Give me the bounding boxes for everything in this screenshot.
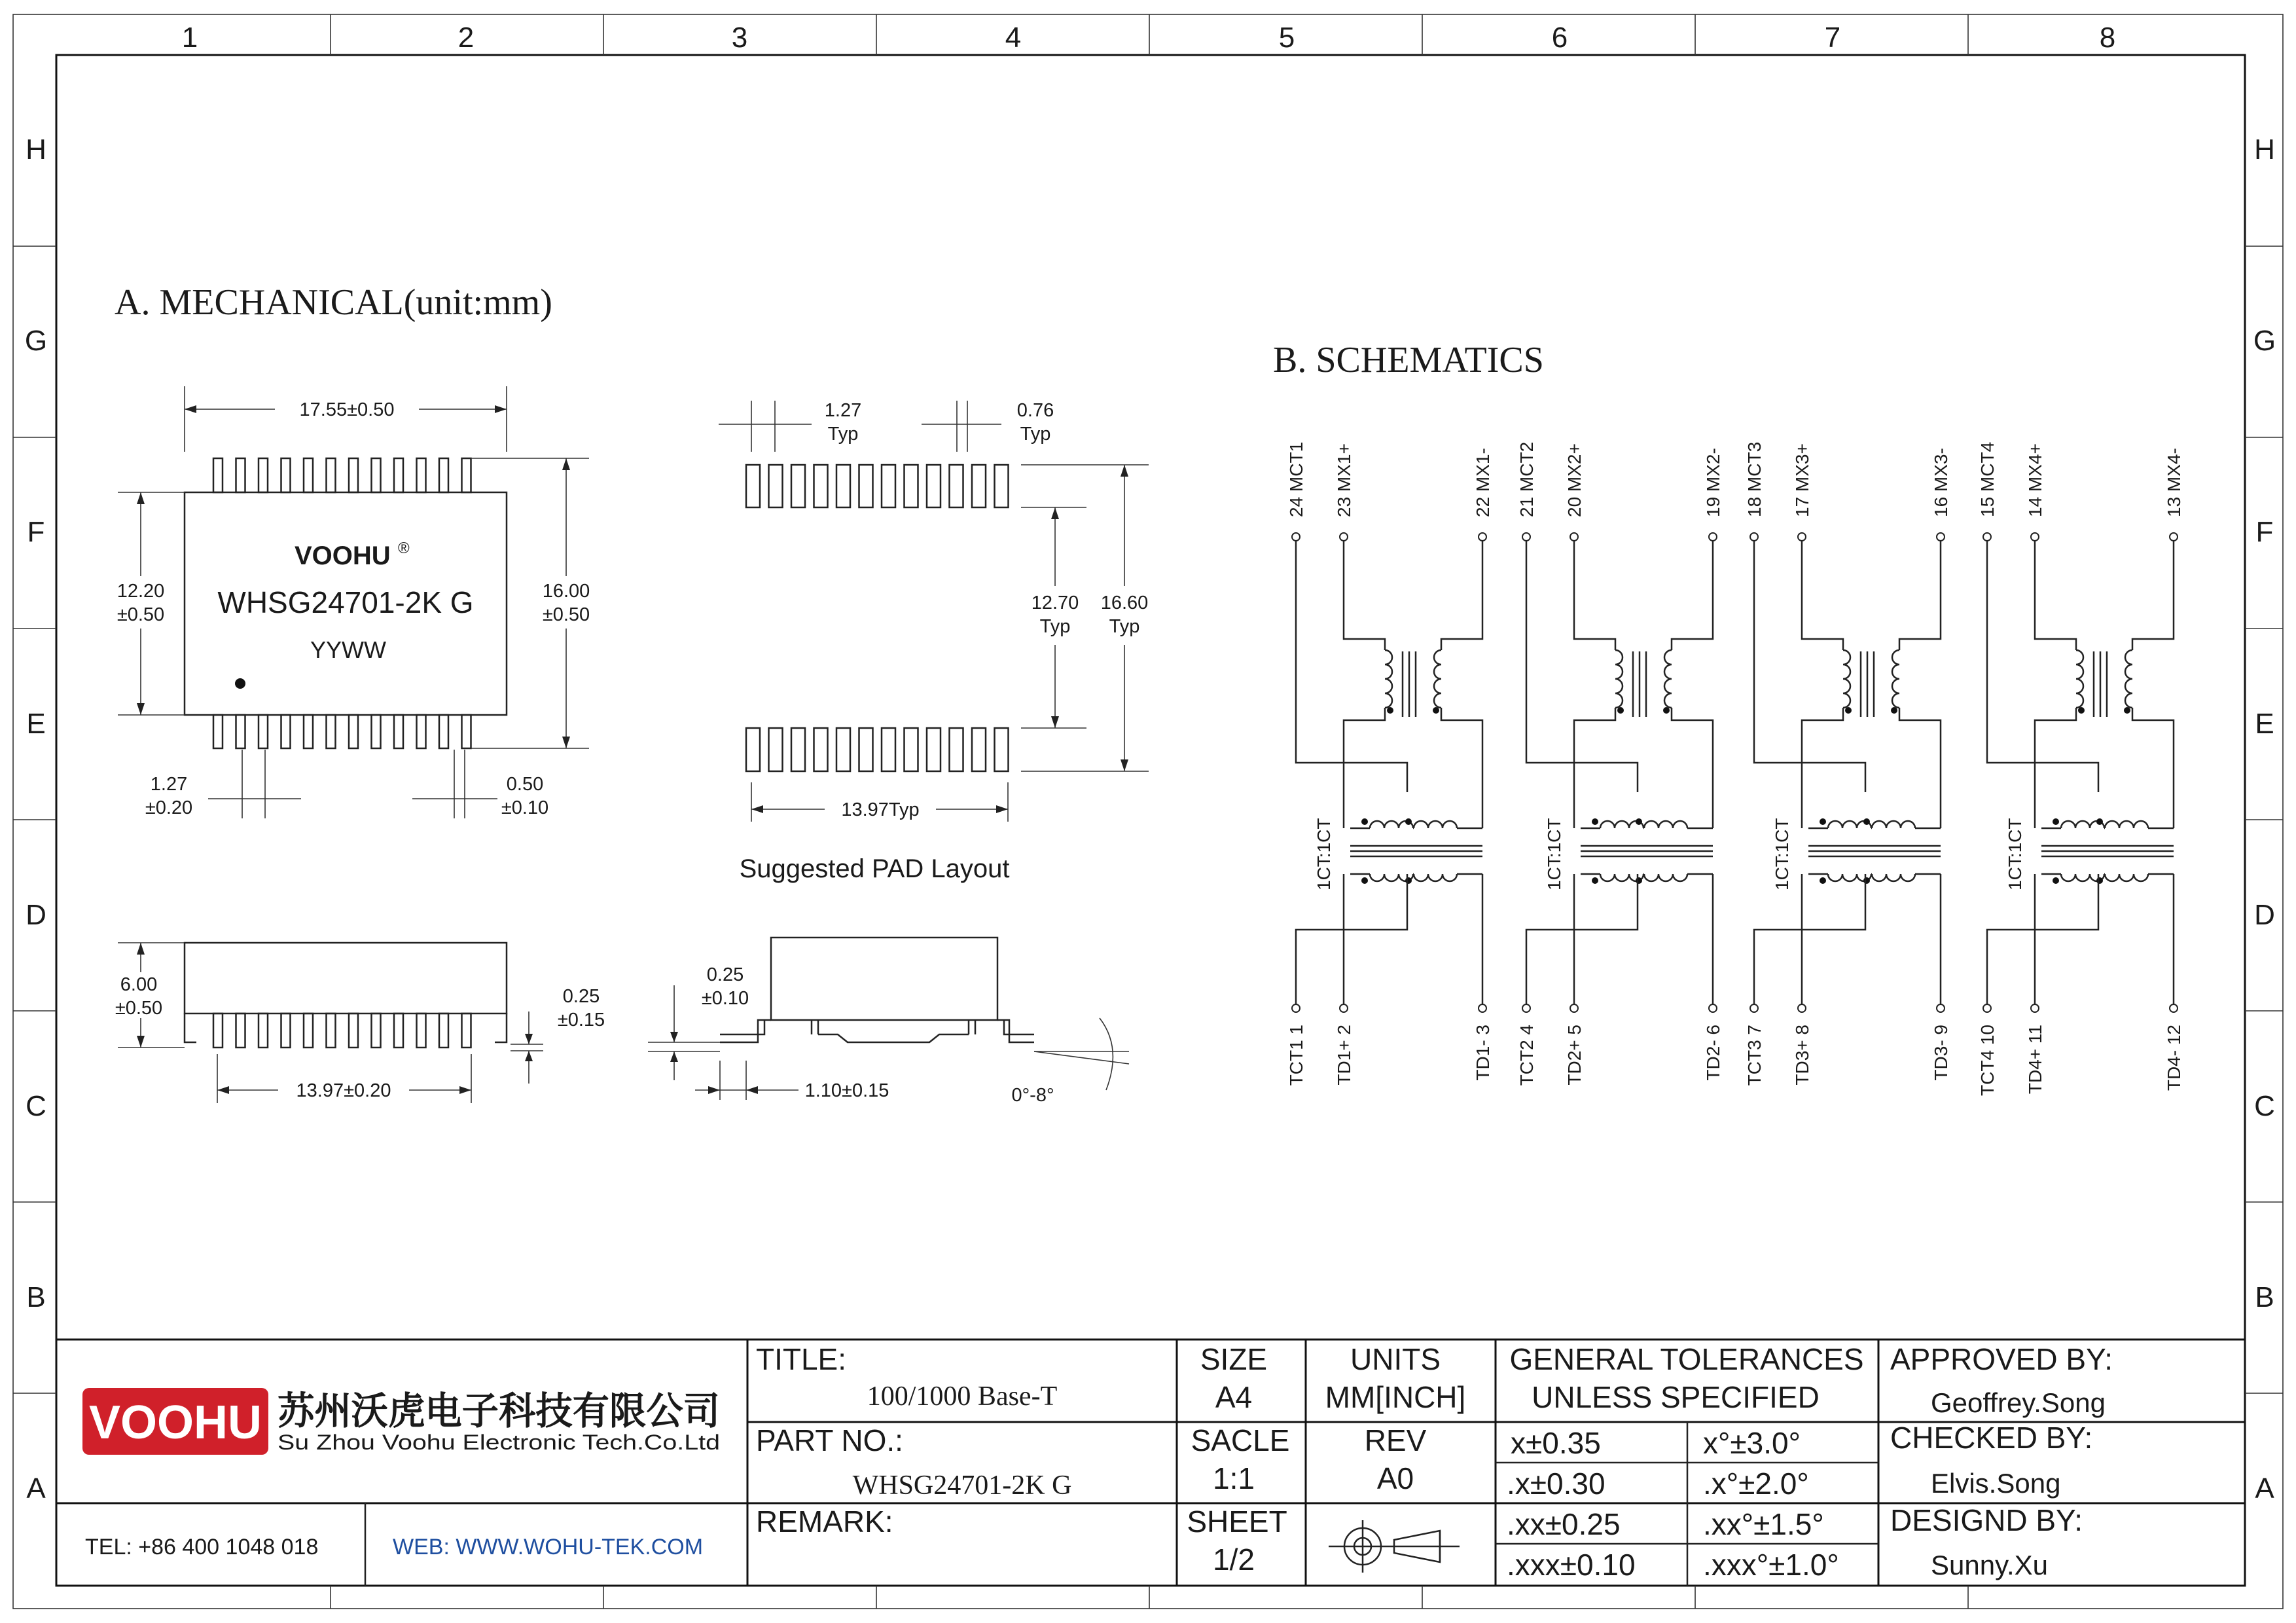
cmc-ratio-label: 1CT:1CT [1544,818,1564,890]
lead-bottom [304,715,313,748]
side-lead [236,1013,245,1048]
col-label-1: 1 [181,22,198,54]
cmc-ratio-label: 1CT:1CT [1314,818,1334,890]
col-label-2: 2 [457,22,475,54]
units-value: MM[INCH] [1325,1380,1466,1414]
pad-layout [719,400,1149,883]
lead-bottom [327,715,336,748]
row-label-a-right: A [2255,1472,2274,1504]
row-label-a-left: A [26,1472,46,1504]
pad-inner-span-2: Typ [1039,616,1071,637]
lead-bottom [462,715,471,748]
bottom-pin-label: TCT3 7 [1744,1025,1765,1086]
col-label-3: 3 [731,22,748,54]
end-view [648,938,1129,1106]
top-pin-label: 24 MCT1 [1286,441,1306,517]
side-view-leads [185,1013,507,1048]
bottom-pin-label: TD2+ 5 [1564,1025,1585,1085]
lead-top [439,458,448,492]
pad-top [995,465,1009,507]
tolerance-linear-1: .x±0.30 [1507,1467,1605,1501]
end-lead-thickness-1: 0.25 [706,964,744,985]
scale-label: SACLE [1191,1423,1290,1457]
schematic-channel-2 [1516,442,1723,1086]
size-label: SIZE [1200,1342,1268,1376]
designed-label: DESIGND BY: [1890,1503,2083,1537]
side-lead [327,1013,336,1048]
lead-bottom [259,715,268,748]
schematic-channel-4 [1977,442,2184,1096]
part-label: PART NO.: [756,1423,903,1457]
lead-top [394,458,403,492]
pad-bottom [769,728,783,771]
side-lead [281,1013,291,1048]
title-block [56,1340,2245,1586]
lead-top [259,458,268,492]
pin-terminal [1798,1004,1806,1012]
package-registered-mark: ® [398,539,410,557]
end-lead-thickness-2: ±0.10 [701,988,749,1009]
row-label-d-right: D [2254,899,2275,931]
rev-value: A0 [1376,1461,1414,1495]
pad-top [746,465,760,507]
col-label-4: 4 [1005,22,1022,54]
side-lead [304,1013,313,1048]
approved-value: Geoffrey.Song [1931,1387,2106,1418]
pad-pitch-1: 1.27 [824,400,862,421]
pad-outer-span-2: Typ [1109,616,1140,637]
company-name-cn: 苏州沃虎电子科技有限公司 [278,1390,720,1432]
lead-top [417,458,426,492]
projection-symbol-icon [1329,1520,1460,1573]
side-lead [462,1013,471,1048]
row-label-h-left: H [26,134,46,166]
rev-label: REV [1364,1423,1427,1457]
lead-bottom [236,715,245,748]
pad-top [905,465,918,507]
pin-terminal [1983,533,1991,541]
pad-width-2: Typ [1020,424,1051,445]
row-label-b-left: B [26,1281,46,1313]
pin-terminal [2031,533,2039,541]
lead-bottom [349,715,358,748]
side-height-2: ±0.50 [115,998,163,1019]
sheet-label: SHEET [1187,1504,1287,1539]
schematic-diagram [1286,442,2184,1096]
checked-label: CHECKED BY: [1890,1421,2093,1455]
tolerance-angular-0: x°±3.0° [1703,1426,1801,1460]
pad-top [927,465,941,507]
pad-outer-span-1: 16.60 [1100,593,1149,613]
top-pin-label: 18 MCT3 [1744,441,1765,517]
schematic-channel-1 [1286,442,1493,1086]
pad-width-1: 0.76 [1016,400,1054,421]
title-value: 100/1000 Base-T [867,1381,1058,1412]
end-foot-length: 1.10±0.15 [804,1080,889,1101]
pin-terminal [1709,533,1717,541]
pad-inner-span-1: 12.70 [1031,593,1079,613]
tolerance-angular-2: .xx°±1.5° [1703,1507,1824,1541]
dim-overall-height-2: ±0.50 [542,604,590,625]
lead-top [281,458,291,492]
tolerance-linear-2: .xx±0.25 [1507,1507,1621,1541]
dim-body-height-2: ±0.50 [117,604,165,625]
row-label-f-right: F [2255,516,2274,548]
side-standoff-1: 0.25 [562,986,600,1007]
top-view [117,386,590,818]
pad-top [972,465,986,507]
lead-bottom [417,715,426,748]
row-label-f-left: F [27,516,45,548]
pin-terminal [1709,1004,1717,1012]
bottom-pin-label: TD1- 3 [1473,1025,1493,1081]
tolerance-linear-0: x±0.35 [1511,1426,1601,1460]
pin-terminal [1522,1004,1530,1012]
row-label-b-right: B [2255,1281,2274,1313]
col-label-7: 7 [1824,22,1841,54]
dim-lead-width-1: 0.50 [506,774,544,795]
pad-bottom [995,728,1009,771]
lead-top [462,458,471,492]
lead-bottom [394,715,403,748]
top-pin-label: 20 MX2+ [1564,443,1585,517]
col-label-5: 5 [1278,22,1295,54]
schematic-channel-3 [1744,442,1951,1086]
pin-terminal [2031,1004,2039,1012]
lead-top [327,458,336,492]
bottom-pin-label: TD1+ 2 [1334,1025,1354,1085]
pad-top [882,465,895,507]
row-label-c-right: C [2254,1090,2275,1122]
pad-top [814,465,828,507]
side-lead [213,1013,223,1048]
pin-terminal [1292,1004,1300,1012]
bottom-pin-label: TD3- 9 [1931,1025,1951,1081]
side-lead [259,1013,268,1048]
side-lead [372,1013,381,1048]
title-label: TITLE: [756,1342,847,1376]
side-height-1: 6.00 [120,974,158,995]
logo-text: VOOHU [88,1396,262,1449]
pad-top [836,465,850,507]
contact-web: WEB: WWW.WOHU-TEK.COM [393,1535,704,1559]
pin-terminal [1570,533,1578,541]
tolerance-linear-3: .xxx±0.10 [1507,1548,1636,1582]
package-part-number: WHSG24701-2K G [217,585,474,619]
pin-terminal [1937,533,1945,541]
cmc-ratio-label: 1CT:1CT [1772,818,1792,890]
row-label-g-right: G [2253,325,2276,357]
side-lead [349,1013,358,1048]
tolerance-angular-1: .x°±2.0° [1703,1467,1809,1501]
top-pin-label: 23 MX1+ [1334,443,1354,517]
pin-terminal [1340,1004,1348,1012]
pin-terminal [2170,533,2178,541]
dim-lead-width-2: ±0.10 [501,797,549,818]
tolerance-angular-3: .xxx°±1.0° [1703,1548,1839,1582]
top-pin-label: 22 MX1- [1473,448,1493,517]
pin-terminal [1750,1004,1758,1012]
pin-terminal [1750,533,1758,541]
pad-bottom [836,728,850,771]
pin-terminal [1798,533,1806,541]
pin-terminal [1937,1004,1945,1012]
lead-bottom [213,715,223,748]
tolerance-heading-1: GENERAL TOLERANCES [1509,1342,1864,1376]
top-pin-label: 14 MX4+ [2025,443,2045,517]
dim-pitch-1: 1.27 [150,774,188,795]
row-label-c-left: C [26,1090,46,1122]
scale-value: 1:1 [1213,1461,1255,1495]
pad-bottom [905,728,918,771]
tolerance-heading-2: UNLESS SPECIFIED [1532,1380,1820,1414]
pad-bottom [882,728,895,771]
company-name-en: Su Zhou Voohu Electronic Tech.Co.Ltd [278,1431,720,1454]
side-lead [439,1013,448,1048]
approved-label: APPROVED BY: [1890,1342,2113,1376]
pin-terminal [1340,533,1348,541]
pin-terminal [1292,533,1300,541]
dim-body-height-1: 12.20 [117,581,165,602]
package-brand: VOOHU [295,541,391,570]
cmc-ratio-label: 1CT:1CT [2005,818,2025,890]
size-value: A4 [1215,1380,1253,1414]
pad-bottom [791,728,805,771]
col-label-6: 6 [1551,22,1568,54]
row-label-e-left: E [26,708,46,740]
pad-top [791,465,805,507]
row-label-e-right: E [2255,708,2274,740]
side-lead [394,1013,403,1048]
bottom-pin-label: TD4- 12 [2164,1025,2184,1091]
pad-bottom [972,728,986,771]
mechanical-heading: A. MECHANICAL(unit:mm) [115,282,552,323]
lead-top [304,458,313,492]
bottom-pin-label: TD4+ 11 [2025,1025,2045,1095]
units-label: UNITS [1350,1342,1441,1376]
lead-bottom [439,715,448,748]
package-date-code: YYWW [310,636,386,663]
dim-overall-height-1: 16.00 [542,581,590,602]
pad-bottom [950,728,963,771]
pad-top [769,465,783,507]
lead-bottom [281,715,291,748]
sheet-value: 1/2 [1213,1542,1255,1577]
designed-value: Sunny.Xu [1931,1550,2049,1580]
pad-bottom [814,728,828,771]
pin-terminal [2170,1004,2178,1012]
side-lead-span: 13.97±0.20 [296,1080,391,1101]
pad-layout-caption: Suggested PAD Layout [739,854,1010,883]
top-pin-label: 15 MCT4 [1977,441,1998,517]
lead-top [213,458,223,492]
row-label-d-left: D [26,899,46,931]
bottom-pin-label: TCT2 4 [1516,1025,1537,1086]
pad-row-length: 13.97Typ [841,799,920,820]
pad-pitch-2: Typ [827,424,859,445]
top-pin-label: 19 MX2- [1703,448,1723,517]
side-lead [417,1013,426,1048]
dim-body-width: 17.55±0.50 [299,399,395,420]
bottom-pin-label: TD2- 6 [1703,1025,1723,1081]
pin-terminal [1983,1004,1991,1012]
top-pin-label: 17 MX3+ [1792,443,1812,517]
contact-tel: TEL: +86 400 1048 018 [85,1535,319,1559]
pin-terminal [1570,1004,1578,1012]
pin-terminal [1479,533,1486,541]
lead-top [236,458,245,492]
checked-value: Elvis.Song [1931,1468,2061,1499]
pad-rows [746,465,1009,771]
pad-bottom [927,728,941,771]
pad-bottom [859,728,873,771]
top-pin-label: 13 MX4- [2164,448,2184,517]
bottom-pin-label: TCT1 1 [1286,1025,1306,1086]
pad-top [950,465,963,507]
dim-pitch-2: ±0.20 [145,797,193,818]
end-foot-angle: 0°-8° [1011,1085,1054,1106]
lead-top [372,458,381,492]
pin1-dot-icon [235,678,245,689]
pad-top [859,465,873,507]
pin-terminal [1479,1004,1486,1012]
remark-label: REMARK: [756,1504,893,1539]
top-pin-label: 21 MCT2 [1516,441,1537,517]
bottom-pin-label: TD3+ 8 [1792,1025,1812,1085]
pad-bottom [746,728,760,771]
side-standoff-2: ±0.15 [557,1010,605,1030]
bottom-pin-label: TCT4 10 [1977,1025,1998,1096]
lead-top [349,458,358,492]
row-label-g-left: G [24,325,48,357]
col-label-8: 8 [2099,22,2116,54]
side-view [115,943,605,1103]
top-pin-label: 16 MX3- [1931,448,1951,517]
schematic-heading: B. SCHEMATICS [1273,340,1544,380]
pin-terminal [1522,533,1530,541]
part-value: WHSG24701-2K G [852,1470,1072,1501]
lead-bottom [372,715,381,748]
row-label-h-right: H [2254,134,2275,166]
